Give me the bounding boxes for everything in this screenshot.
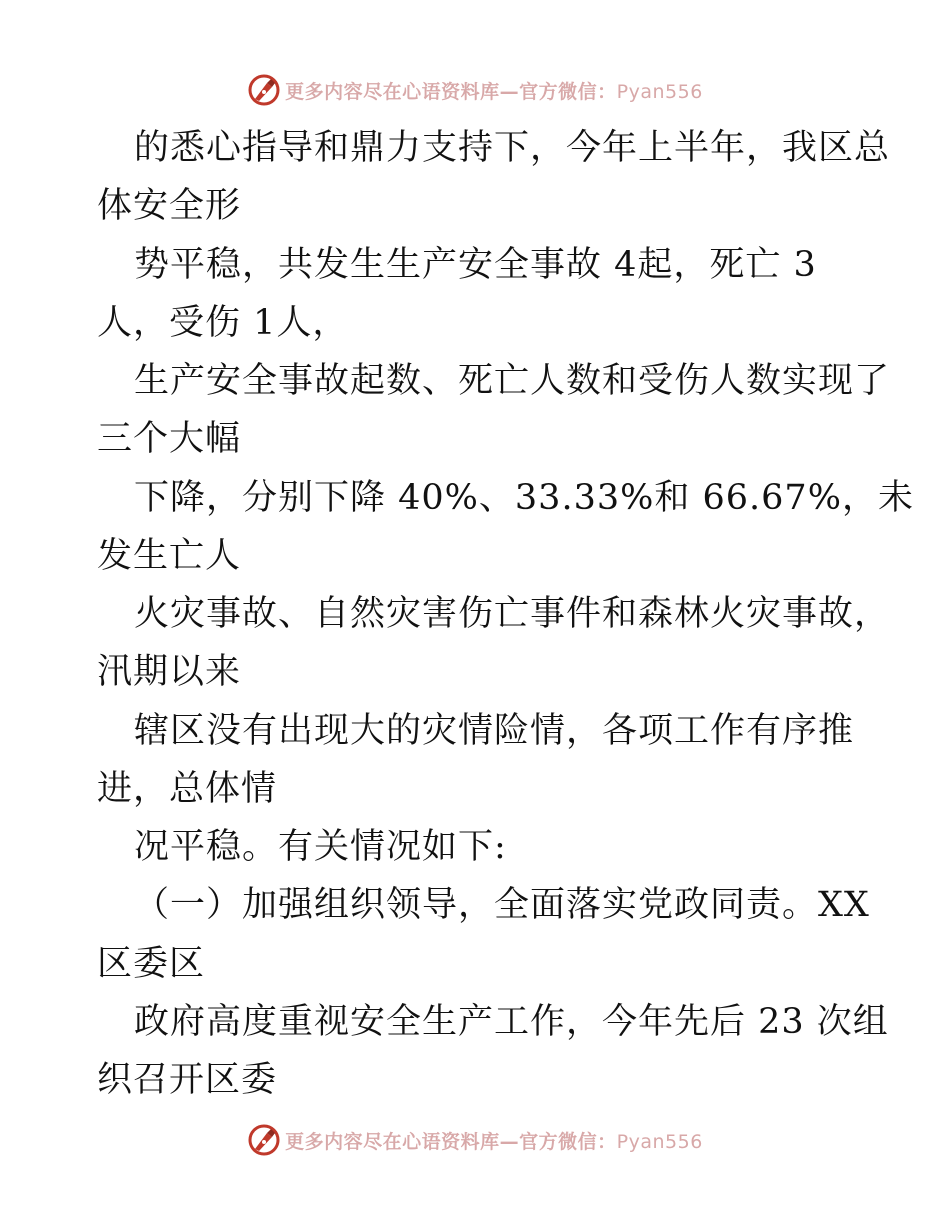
body-line: 发生亡人 — [97, 536, 242, 576]
footer-promo-text: 更多内容尽在心语资料库—官方微信：Pyan556 — [285, 1130, 703, 1153]
body-line: 三个大幅 — [97, 419, 242, 459]
pen-nib-logo-icon — [247, 1123, 281, 1157]
body-line: 火灾事故、自然灾害伤亡事件和森林火灾事故， — [134, 594, 891, 634]
header-promo-text: 更多内容尽在心语资料库—官方微信：Pyan556 — [285, 80, 703, 103]
body-line: 生产安全事故起数、死亡人数和受伤人数实现了 — [134, 361, 891, 401]
body-line: 织召开区委 — [97, 1060, 278, 1100]
body-line: 区委区 — [97, 944, 206, 984]
footer-banner — [0, 1120, 950, 1160]
body-line: 汛期以来 — [97, 652, 242, 692]
header-banner — [0, 70, 950, 110]
body-line: 的悉心指导和鼎力支持下，今年上半年，我区总 — [134, 128, 891, 168]
pen-nib-logo-icon — [247, 73, 281, 107]
body-line: 下降，分别下降 40%、33.33%和 66.67%，未 — [134, 478, 914, 518]
body-line: 体安全形 — [97, 186, 242, 226]
footer-wechat-id: Pyan556 — [616, 1130, 703, 1153]
body-line: （一）加强组织领导，全面落实党政同责。XX — [134, 885, 870, 925]
body-line: 况平稳。有关情况如下: — [134, 827, 507, 867]
body-line: 辖区没有出现大的灾情险情，各项工作有序推 — [134, 711, 855, 751]
body-line: 进，总体情 — [97, 769, 278, 809]
body-line: 政府高度重视安全生产工作，今年先后 23 次组 — [134, 1002, 889, 1042]
body-line: 人，受伤 1人， — [97, 303, 349, 343]
header-wechat-id: Pyan556 — [616, 80, 703, 103]
body-line: 势平稳，共发生生产安全事故 4起，死亡 3 — [134, 245, 817, 285]
